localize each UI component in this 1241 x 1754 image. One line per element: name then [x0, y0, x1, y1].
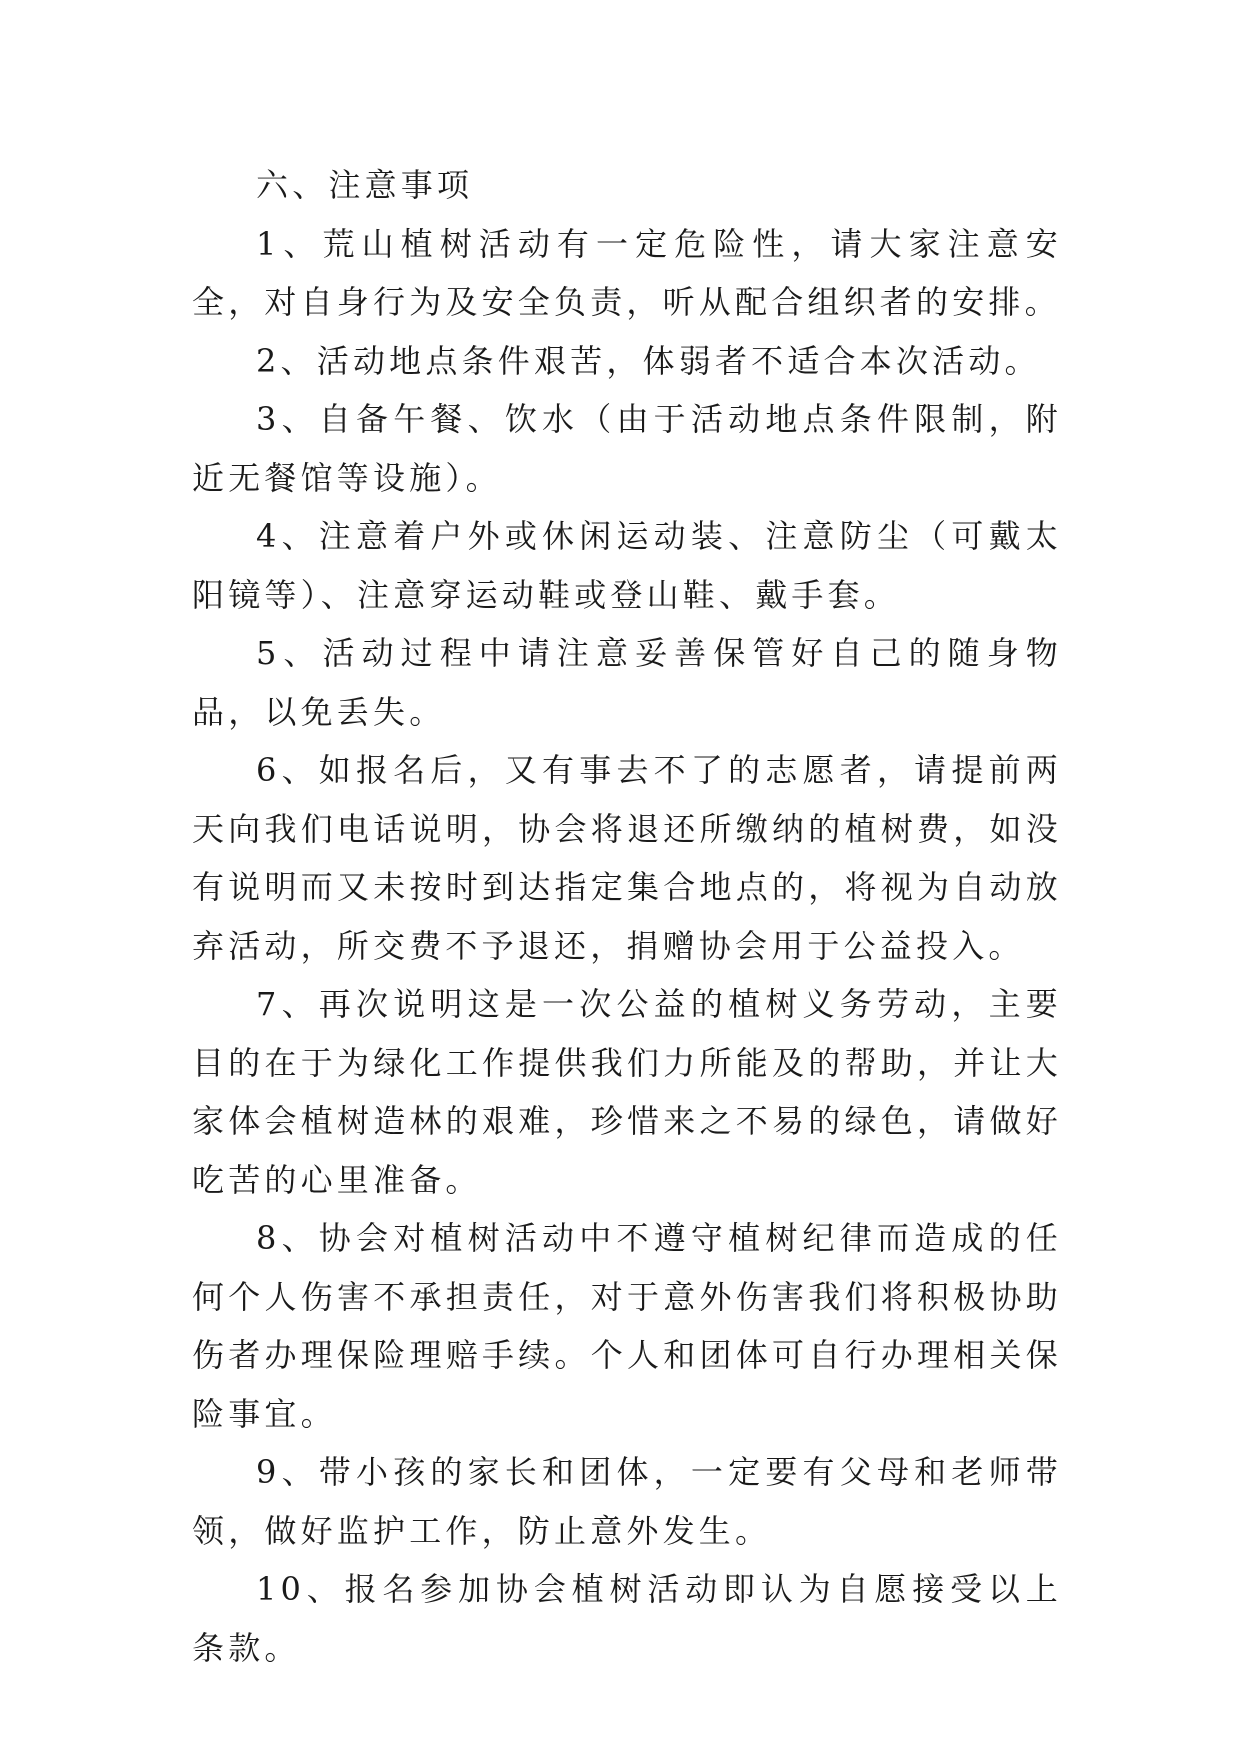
notice-item-6: 6、如报名后，又有事去不了的志愿者，请提前两天向我们电话说明，协会将退还所缴纳的植树费，如没有说明而又未按时到达指定集合地点的，将视为自动放弃活动，所交费不予退还，捐赠协会用于公益投入。 — [192, 751, 1062, 965]
notice-item-4: 4、注意着户外或休闲运动装、注意防尘（可戴太阳镜等）、注意穿运动鞋或登山鞋、戴手套。 — [192, 517, 1062, 614]
notice-item-3: 3、自备午餐、饮水（由于活动地点条件限制，附近无餐馆等设施）。 — [192, 400, 1062, 497]
notice-item-8: 8、协会对植树活动中不遵守植树纪律而造成的任何个人伤害不承担责任，对于意外伤害我们将积极协助伤者办理保险理赔手续。个人和团体可自行办理相关保险事宜。 — [192, 1219, 1062, 1433]
notice-item-10: 10、报名参加协会植树活动即认为自愿接受以上条款。 — [192, 1570, 1062, 1667]
notice-item-9: 9、带小孩的家长和团体，一定要有父母和老师带领，做好监护工作，防止意外发生。 — [192, 1453, 1062, 1550]
notice-item-5: 5、活动过程中请注意妥善保管好自己的随身物品，以免丢失。 — [192, 634, 1062, 731]
section-heading: 六、注意事项 — [256, 166, 474, 204]
notice-item-2: 2、活动地点条件艰苦，体弱者不适合本次活动。 — [256, 341, 1041, 380]
notice-item-1: 1、荒山植树活动有一定危险性，请大家注意安全，对自身行为及安全负责，听从配合组织者的安排。 — [192, 224, 1062, 321]
notice-item-7: 7、再次说明这是一次公益的植树义务劳动，主要目的在于为绿化工作提供我们力所能及的帮助，并让大家体会植树造林的艰难，珍惜来之不易的绿色，请做好吃苦的心里准备。 — [192, 985, 1062, 1199]
document-body — [192, 156, 1062, 1677]
